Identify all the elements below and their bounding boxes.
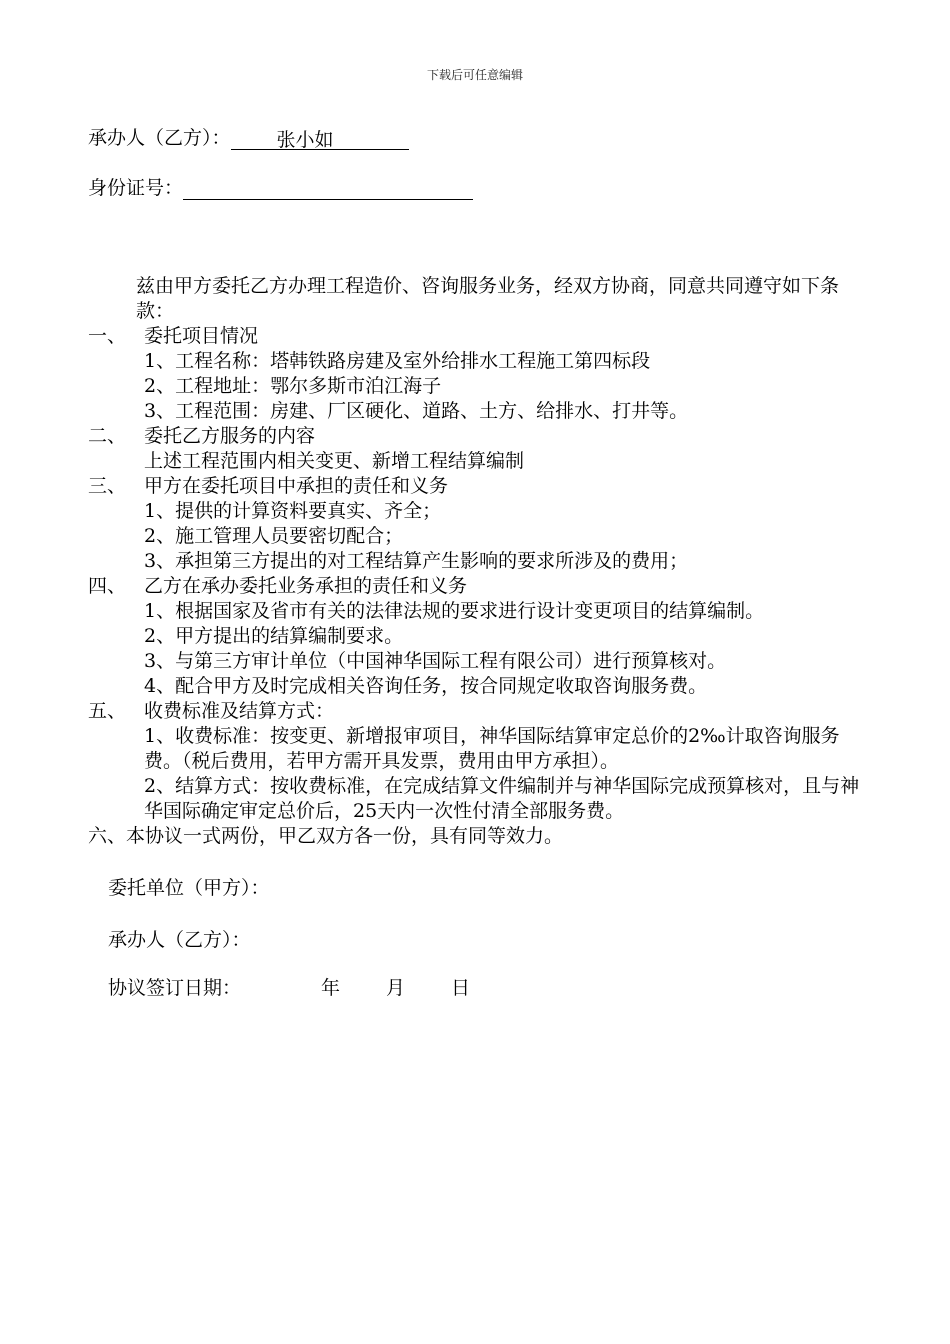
section-5-paragraph: 1、收费标准：按变更、新增报审项目，神华国际结算审定总价的2‰计取咨询服务费。（税后费用，若甲方需开具发票，费用由甲方承担）。 [144,725,840,772]
section-1-heading [88,324,868,349]
section-1-title: 委托项目情况 [144,325,259,347]
section-3-item: 2、施工管理人员要密切配合； [144,525,404,547]
section-3-item: 3、承担第三方提出的对工程结算产生影响的要求所涉及的费用； [144,550,689,572]
contractor-name: 张小如 [231,128,409,150]
section-4-item: 2、甲方提出的结算编制要求。 [144,625,404,647]
section-4-item: 3、与第三方审计单位（中国神华国际工程有限公司）进行预算核对。 [144,650,727,672]
id-line [88,176,473,200]
signing-date [108,976,470,1000]
section-4-item: 1、根据国家及省市有关的法律法规的要求进行设计变更项目的结算编制。 [144,600,765,622]
section-2-number: 二、 [88,425,127,447]
section-2-item: 上述工程范围内相关变更、新增工程结算编制 [144,450,525,472]
day-label: 日 [451,977,471,999]
section-5-heading [88,699,868,724]
clause-six: 六、本协议一式两份，甲乙双方各一份，具有同等效力。 [88,825,564,847]
section-5-title: 收费标准及结算方式： [144,700,335,722]
id-label: 身份证号： [88,177,184,199]
id-blank [183,177,473,200]
contract-body [88,274,868,849]
section-3-heading [88,474,868,499]
section-5-number: 五、 [88,700,127,722]
contractor-label: 承办人（乙方）： [88,127,231,149]
section-4-heading [88,574,868,599]
header-note: 下载后可任意编辑 [426,68,523,82]
section-5-paragraph: 2、结算方式：按收费标准，在完成结算文件编制并与神华国际完成预算核对，且与神华国际确定审定总价后，25天内一次性付清全部服务费。 [144,775,860,822]
section-1-number: 一、 [88,325,127,347]
section-4-title: 乙方在承办委托业务承担的责任和义务 [144,575,468,597]
section-3-item: 1、提供的计算资料要真实、齐全； [144,500,442,522]
intro-paragraph: 兹由甲方委托乙方办理工程造价、咨询服务业务，经双方协商，同意共同遵守如下条款： [136,275,840,322]
party-a-signature: 委托单位（甲方）： [108,877,270,899]
section-2-heading [88,424,868,449]
year-label: 年 [321,977,341,999]
section-4-item: 4、配合甲方及时完成相关咨询任务，按合同规定收取咨询服务费。 [144,675,708,697]
section-1-item: 2、工程地址：鄂尔多斯市泊江海子 [144,375,442,397]
contractor-line [88,126,409,150]
date-label: 协议签订日期： [108,977,242,999]
section-2-title: 委托乙方服务的内容 [144,425,316,447]
section-3-title: 甲方在委托项目中承担的责任和义务 [144,475,449,497]
month-label: 月 [386,977,406,999]
section-1-item: 3、工程范围：房建、厂区硬化、道路、土方、给排水、打井等。 [144,400,689,422]
party-b-signature: 承办人（乙方）： [108,929,251,951]
section-4-number: 四、 [88,575,127,597]
section-3-number: 三、 [88,475,127,497]
section-1-item: 1、工程名称：塔韩铁路房建及室外给排水工程施工第四标段 [144,350,651,372]
